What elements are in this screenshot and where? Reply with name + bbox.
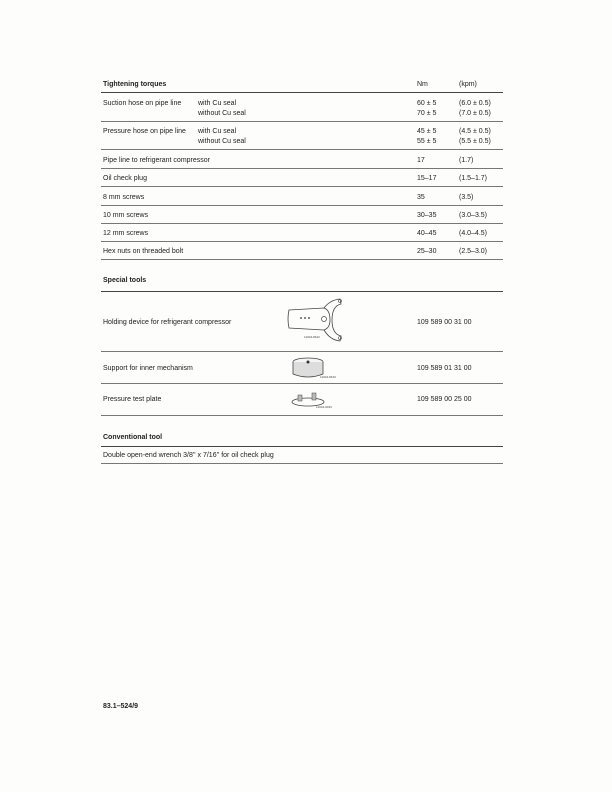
row-nm: 35 <box>417 194 425 201</box>
torques-heading: Tightening torques <box>103 81 167 88</box>
divider <box>101 351 503 352</box>
row-sub-label: without Cu seal <box>198 138 246 145</box>
row-label: Oil check plug <box>103 175 147 182</box>
nm-column-header: Nm <box>417 81 428 88</box>
row-label: 12 mm screws <box>103 230 149 237</box>
row-label: 8 mm screws <box>103 194 145 201</box>
divider <box>101 446 503 447</box>
row-kpm: (4.5 ± 0.5) <box>459 128 491 135</box>
row-label: Pipe line to refrigerant compressor <box>103 157 210 164</box>
divider <box>101 259 503 260</box>
row-nm: 15–17 <box>417 175 437 182</box>
row-sub-label: with Cu seal <box>198 100 237 107</box>
row-kpm: (6.0 ± 0.5) <box>459 100 491 107</box>
row-label: Hex nuts on threaded bolt <box>103 248 184 255</box>
tool-label: Support for inner mechanism <box>103 365 193 372</box>
tool-part-number: 109 589 01 31 00 <box>417 365 472 372</box>
tool-label: Pressure test plate <box>103 396 162 403</box>
row-label: Pressure hose on pipe line <box>103 128 186 135</box>
holding-device-illustration <box>286 296 346 344</box>
figure-number: 11004-8433 <box>320 375 336 379</box>
row-nm: 55 ± 5 <box>417 138 437 145</box>
pressure-test-plate-illustration <box>290 390 350 410</box>
conventional-tool-heading: Conventional tool <box>103 434 163 441</box>
divider <box>101 291 503 292</box>
tool-part-number: 109 589 00 25 00 <box>417 396 472 403</box>
support-illustration <box>290 356 350 382</box>
divider <box>101 92 503 93</box>
divider <box>101 121 503 122</box>
row-kpm: (3.5) <box>459 194 474 201</box>
row-nm: 30–35 <box>417 212 437 219</box>
row-kpm: (3.0–3.5) <box>459 212 488 219</box>
row-kpm: (2.5–3.0) <box>459 248 488 255</box>
kpm-column-header: (kpm) <box>459 81 477 88</box>
divider <box>101 223 503 224</box>
divider <box>101 186 503 187</box>
figure-number: 11004-8422 <box>304 335 320 339</box>
divider <box>101 205 503 206</box>
row-sub-label: without Cu seal <box>198 110 246 117</box>
divider <box>101 241 503 242</box>
figure-number: 11004-9033 <box>316 405 332 409</box>
row-nm: 45 ± 5 <box>417 128 437 135</box>
conventional-tool-item: Double open-end wrench 3/8'' x 7/16'' for oil check plug <box>103 452 274 459</box>
divider <box>101 383 503 384</box>
row-label: Suction hose on pipe line <box>103 100 182 107</box>
row-kpm: (1.7) <box>459 157 474 164</box>
divider <box>101 415 503 416</box>
tool-part-number: 109 589 00 31 00 <box>417 319 472 326</box>
tool-label: Holding device for refrigerant compressor <box>103 319 232 326</box>
divider <box>101 168 503 169</box>
row-nm: 40–45 <box>417 230 437 237</box>
divider <box>101 149 503 150</box>
page-reference: 83.1–524/9 <box>103 703 139 710</box>
row-kpm: (7.0 ± 0.5) <box>459 110 491 117</box>
row-nm: 17 <box>417 157 425 164</box>
row-label: 10 mm screws <box>103 212 149 219</box>
row-sub-label: with Cu seal <box>198 128 237 135</box>
row-nm: 60 ± 5 <box>417 100 437 107</box>
divider <box>101 463 503 464</box>
row-kpm: (4.0–4.5) <box>459 230 488 237</box>
row-nm: 25–30 <box>417 248 437 255</box>
row-kpm: (5.5 ± 0.5) <box>459 138 491 145</box>
row-kpm: (1.5–1.7) <box>459 175 488 182</box>
special-tools-heading: Special tools <box>103 277 147 284</box>
row-nm: 70 ± 5 <box>417 110 437 117</box>
